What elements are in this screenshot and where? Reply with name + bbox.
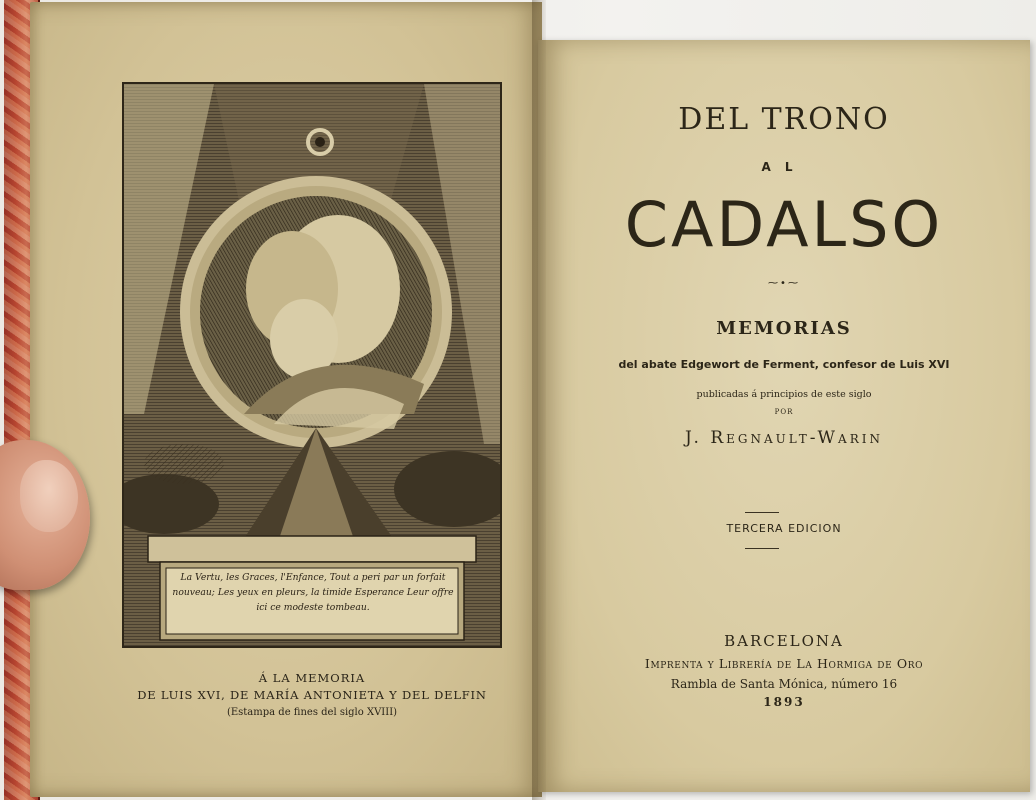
published-note: publicadas á principios de este siglo	[696, 389, 872, 400]
publication-city: BARCELONA	[724, 632, 844, 650]
por-label: POR	[774, 408, 794, 416]
publisher-name: Imprenta y Librería de La Hormiga de Oro	[644, 656, 924, 671]
title-line-2: AL	[761, 160, 807, 174]
caption-note: (Estampa de fines del siglo XVIII)	[226, 707, 398, 718]
divider-rule-bottom	[745, 548, 779, 549]
caption-names: DE LUIS XVI, DE MARÍA ANTONIETA Y DEL DELFIN	[137, 688, 487, 702]
engraving-inscription: La Vertu, les Graces, l'Enfance, Tout a peri par un forfait nouveau; Les yeux en pleurs, la timide Esperance Leur offre ici ce modeste tombeau.	[172, 572, 454, 613]
title-ornament: ⁓•⁓	[768, 278, 800, 289]
engraving-drawing	[124, 84, 500, 646]
divider-rule-top	[745, 512, 779, 513]
thumbnail	[20, 460, 78, 532]
title-line-3: CADALSO	[624, 188, 944, 261]
author-name: J. Regnault-Warin	[685, 428, 883, 448]
edition-label: TERCERA EDICION	[726, 522, 842, 535]
title-line-1: DEL TRONO	[678, 102, 890, 137]
section-heading: MEMORIAS	[716, 318, 852, 339]
publisher-address: Rambla de Santa Mónica, número 16	[670, 677, 898, 691]
subtitle: del abate Edgewort de Ferment, confesor de Luis XVI	[618, 358, 950, 371]
frontispiece-caption	[122, 670, 502, 721]
caption-dedication: Á LA MEMORIA	[258, 671, 366, 685]
publication-year: 1893	[763, 695, 805, 709]
portrait-engraving	[122, 82, 502, 648]
